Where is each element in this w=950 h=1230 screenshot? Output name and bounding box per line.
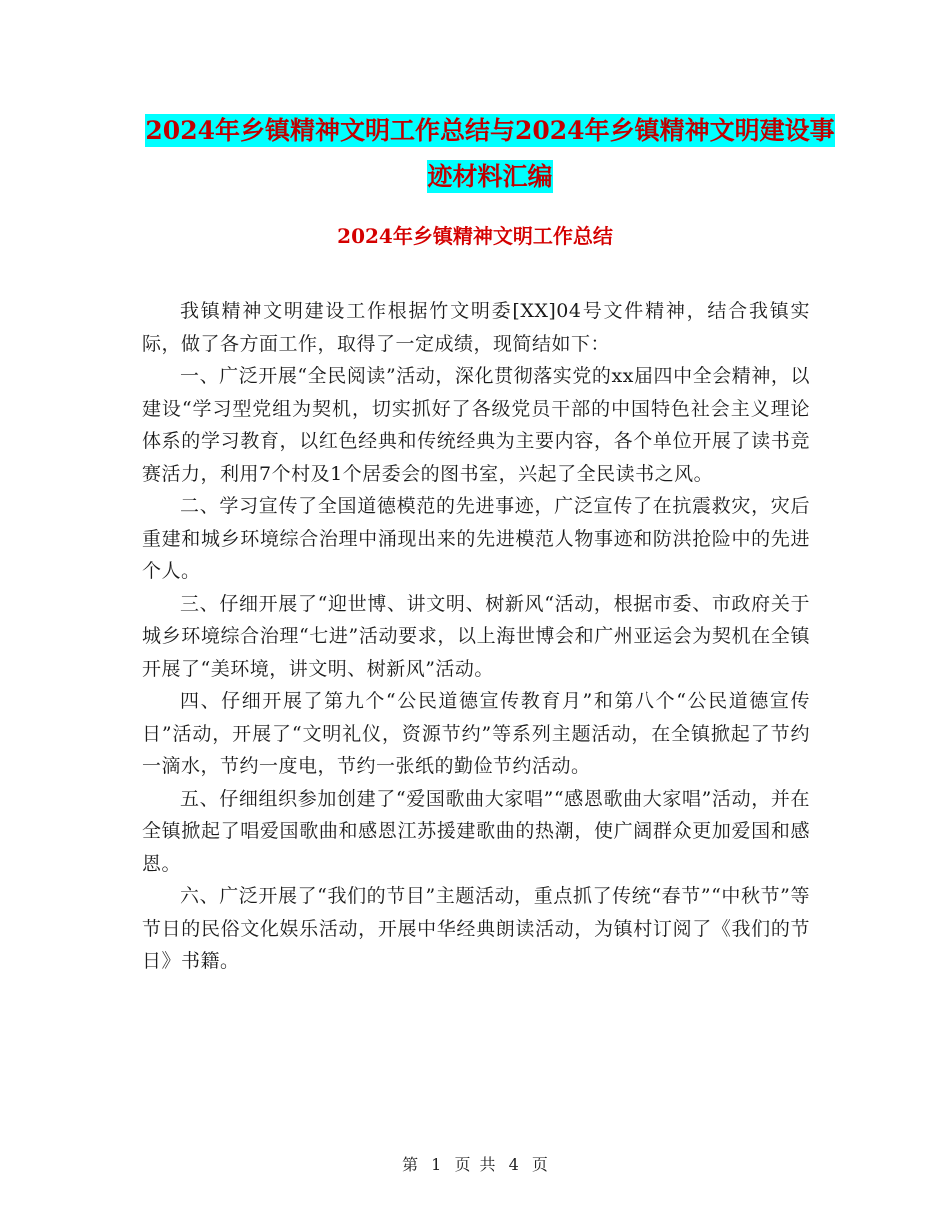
footer-suffix: 页 xyxy=(531,1155,548,1174)
paragraph-item-2: 二、学习宣传了全国道德模范的先进事迹，广泛宣传了在抗震救灾，灾后重建和城乡环境综合治理中涌现出来的先进模范人物事迹和防洪抢险中的先进个人。 xyxy=(142,495,810,582)
footer-middle: 页 共 xyxy=(454,1155,496,1174)
paragraph-intro: 我镇精神文明建设工作根据竹文明委[XX]04号文件精神，结合我镇实际，做了各方面工作，取得了一定成绩，现简结如下： xyxy=(142,300,810,355)
document-body xyxy=(142,295,810,978)
document-title-text: 2024年乡镇精神文明工作总结与2024年乡镇精神文明建设事迹材料汇编 xyxy=(145,116,835,191)
page-footer xyxy=(0,1154,950,1176)
paragraph-item-5: 五、仔细组织参加创建了“爱国歌曲大家唱”“感恩歌曲大家唱”活动，并在全镇掀起了唱爱国歌曲和感恩江苏援建歌曲的热潮，使广阔群众更加爱国和感恩。 xyxy=(142,787,810,875)
footer-total-pages: 4 xyxy=(508,1155,519,1174)
section-title: 2024年乡镇精神文明工作总结 xyxy=(337,224,613,248)
document-title xyxy=(140,108,840,200)
paragraph-item-3: 三、仔细开展了“迎世博、讲文明、树新风“活动，根据市委、市政府关于城乡环境综合治理“七进”活动要求，以上海世博会和广州亚运会为契机在全镇开展了“美环境，讲文明、树新风”活动。 xyxy=(142,592,810,680)
footer-page-number: 1 xyxy=(431,1155,442,1174)
paragraph-item-4: 四、仔细开展了第九个“公民道德宣传教育月”和第八个“公民道德宣传日”活动，开展了“文明礼仪，资源节约”等系列主题活动，在全镇掀起了节约一滴水，节约一度电，节约一张纸的勤俭节约活动。 xyxy=(142,690,810,777)
paragraph-item-1: 一、广泛开展“全民阅读”活动，深化贯彻落实党的xx届四中全会精神，以建设“学习型党组为契机，切实抓好了各级党员干部的中国特色社会主义理论体系的学习教育，以红色经典和传统经典为主要内容，各个单位开展了读书竞赛活力，利用7个村及1个居委会的图书室，兴起了全民读书之风。 xyxy=(142,365,810,485)
footer-prefix: 第 xyxy=(402,1155,419,1174)
paragraph-item-6: 六、广泛开展了“我们的节目”主题活动，重点抓了传统“春节”“中秋节”等节日的民俗文化娱乐活动，开展中华经典朗读活动，为镇村订阅了《我们的节日》书籍。 xyxy=(142,885,810,972)
